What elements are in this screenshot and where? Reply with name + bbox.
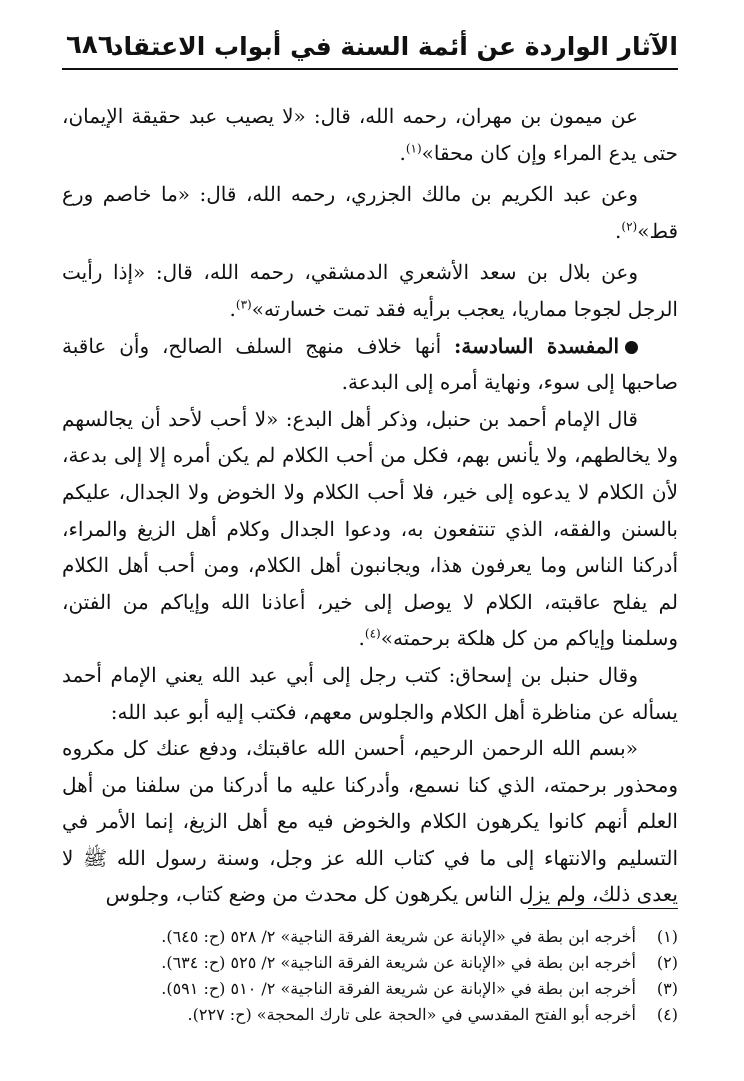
paragraph-maymun [62, 98, 678, 171]
mafsada-paragraph [62, 328, 678, 401]
footnote-number: (٣) [656, 979, 678, 998]
paragraph-jazari [62, 176, 678, 249]
footnote-item [62, 950, 678, 976]
paragraph-text: وعن عبد الكريم بن مالك الجزري، رحمه الله، قال: «ما خاصم ورع قط» [62, 182, 678, 243]
footnote-number: (٤) [656, 1005, 678, 1024]
mafsada-text: أنها خلاف منهج السلف الصالح، وأن عاقبة صاحبها إلى سوء، ونهاية أمره إلى البدعة. [62, 333, 678, 395]
footnotes [62, 924, 678, 1028]
paragraph-text: «بسم الله الرحمن الرحيم، أحسن الله عاقبتك، ودفع عنك كل مكروه ومحذور برحمته، الذي كنا نسمع، وأدركنا عليه ما أدركنا من سلفنا من أهل العلم أنهم كانوا يكرهون الكلام والخوض فيه مع أهل الزيغ، إنما الأمر في التسليم والانتهاء إلى ما في كتاب الله عز وجل، وسنة رسول الله ﷺ لا يعدى ذلك، ولم يزل الناس يكرهون كل محدث من وضع كتاب، وجلوس [62, 736, 678, 907]
bullet-icon [625, 341, 638, 354]
footnote-number: (٢) [656, 953, 678, 972]
paragraph-text: وقال حنبل بن إسحاق: كتب رجل إلى أبي عبد الله يعني الإمام أحمد يسأله عن مناظرة أهل الكلام والجلوس معهم، فكتب إليه أبو عبد الله: [62, 662, 678, 724]
footnote-divider [528, 908, 678, 909]
footnote-item [62, 976, 678, 1002]
paragraph-bilal [62, 254, 678, 327]
header-divider [62, 68, 678, 70]
footnote-ref: (٣) [235, 297, 252, 312]
footnote-number: (١) [656, 927, 678, 946]
paragraph-text: قال الإمام أحمد بن حنبل، وذكر أهل البدع: «لا أحب لأحد أن يجالسهم ولا يخالطهم، ولا يأنس بهم، فكل من أحب الكلام لم يكن أمره إلا إلى بدعة، لأن الكلام لا يدعوه إلى خير، فلا أحب الكلام ولا الخوض ولا الجدال، عليكم بالسنن والفقه، الذي تنتفعون به، ودعوا الجدال وكلام أهل الزيغ والمراء، أدركنا الناس وما يعرفون هذا، ويجانبون أهل الكلام، ومن أحب أهل الكلام لم يفلح عاقبته، الكلام لا يوصل إلى خير، أعاذنا الله وإياكم من الفتن، وسلمنا وإياكم من كل هلكة برحمته» [62, 406, 678, 651]
paragraph-tail: . [358, 626, 365, 651]
paragraph-ahmad [62, 401, 678, 657]
footnote-text: أخرجه أبو الفتح المقدسي في «الحجة على تارك المحجة» (ح: ٢٢٧). [187, 1005, 636, 1024]
paragraph-tail: . [399, 140, 406, 165]
footnote-text: أخرجه ابن بطة في «الإبانة عن شريعة الفرقة الناجية» ٢/ ٥٢٨ (ح: ٦٤٥). [161, 927, 636, 946]
paragraph-hanbal [62, 657, 678, 730]
footnote-ref: (٢) [621, 219, 638, 234]
paragraph-text: عن ميمون بن مهران، رحمه الله، قال: «لا يصيب عبد حقيقة الإيمان، حتى يدع المراء وإن كان محقا» [62, 104, 678, 165]
footnote-ref: (١) [405, 140, 422, 155]
running-title: الآثار الواردة عن أئمة السنة في أبواب الاعتقاد [110, 32, 678, 61]
footnote-item [62, 924, 678, 950]
paragraph-text: وعن بلال بن سعد الأشعري الدمشقي، رحمه الله، قال: «إذا رأيت الرجل لجوجا مماريا، يعجب برأيه فقد تمت خسارته» [62, 260, 678, 321]
paragraph-letter [62, 730, 678, 913]
paragraph-tail: . [229, 296, 236, 321]
footnote-item [62, 1002, 678, 1028]
footnote-text: أخرجه ابن بطة في «الإبانة عن شريعة الفرقة الناجية» ٢/ ٥١٠ (ح: ٥٩١). [161, 979, 636, 998]
footnote-text: أخرجه ابن بطة في «الإبانة عن شريعة الفرقة الناجية» ٢/ ٥٢٥ (ح: ٦٣٤). [161, 953, 636, 972]
page-number: ٦٨٦ [66, 30, 114, 60]
footnote-ref: (٤) [364, 626, 381, 641]
main-text [62, 98, 678, 913]
mafsada-heading: المفسدة السادسة: [454, 333, 620, 358]
running-header [62, 30, 678, 70]
paragraph-tail: . [615, 218, 622, 243]
